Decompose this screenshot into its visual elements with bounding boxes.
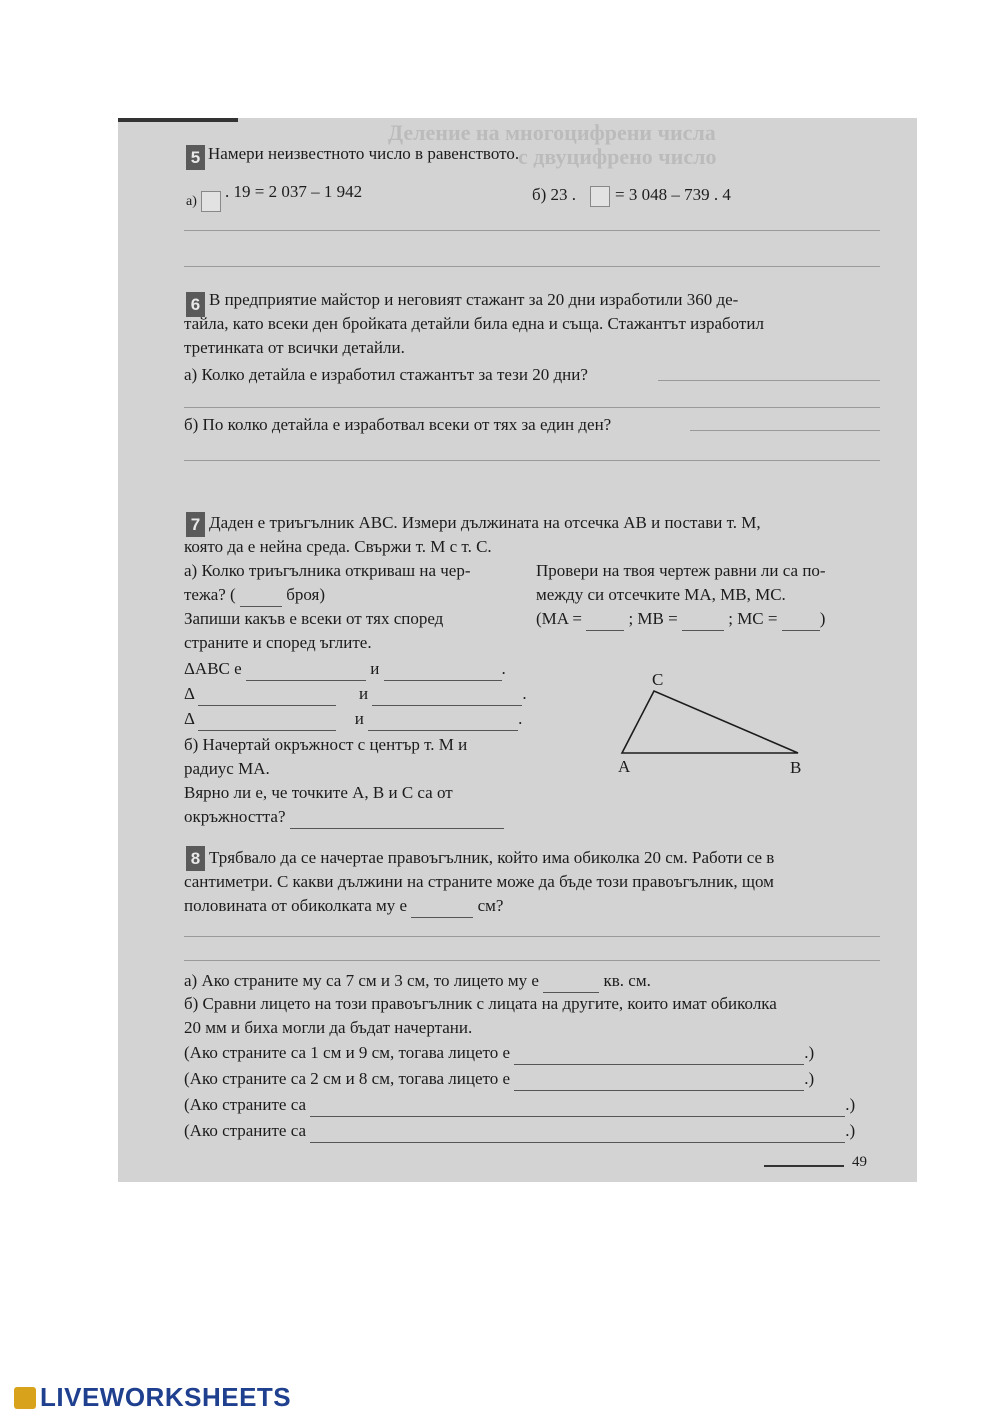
area-answer-blank[interactable] bbox=[310, 1094, 845, 1117]
worksheet-page bbox=[118, 118, 917, 1182]
period: . bbox=[501, 659, 506, 678]
mb-blank[interactable] bbox=[682, 608, 724, 631]
task-8-line: Трябвало да се начертае правоъгълник, който има обиколка 20 см. Работи се в bbox=[209, 848, 775, 867]
task-8-line3-prefix: половината от обиколката му е bbox=[184, 896, 408, 915]
mc-label: ; MC = bbox=[728, 609, 778, 628]
answer-blank[interactable] bbox=[290, 806, 504, 829]
footer-rule bbox=[764, 1165, 844, 1167]
task-7-a-line: а) Колко триъгълника откриваш на чер- bbox=[184, 561, 471, 580]
answer-line[interactable] bbox=[184, 230, 880, 231]
task-6-question-b: б) По колко детайла е изработвал всеки от тях за един ден? bbox=[184, 415, 612, 434]
task-8-question-a bbox=[184, 970, 651, 993]
segments-row bbox=[536, 608, 825, 631]
mb-label: ; MB = bbox=[628, 609, 678, 628]
task-7-a-prefix: тежа? ( bbox=[184, 585, 236, 604]
task-number-badge: 8 bbox=[186, 846, 205, 871]
task-7-b-line: Вярно ли е, че точките A, B и C са от bbox=[184, 783, 453, 802]
task-7-b-question: окръжността? bbox=[184, 807, 286, 826]
and-word: и bbox=[370, 659, 380, 678]
area-row bbox=[184, 1068, 814, 1091]
task-8-a-suffix: кв. см. bbox=[603, 971, 651, 990]
area-row-text: (Ако страните са 2 см и 8 см, тогава лицето е bbox=[184, 1069, 511, 1088]
answer-line[interactable] bbox=[184, 266, 880, 267]
bleed-through-text: Деление на многоцифрени числа bbox=[388, 120, 716, 145]
triangle-name-blank[interactable] bbox=[198, 683, 336, 706]
area-answer-blank[interactable] bbox=[514, 1068, 804, 1091]
task-7-b-line: б) Начертай окръжност с център т. M и bbox=[184, 735, 468, 754]
task-8-line: сантиметри. С какви дължини на страните може да бъде този правоъгълник, щом bbox=[184, 872, 774, 891]
triangle-type-blank[interactable] bbox=[246, 658, 366, 681]
task-8-question-b: б) Сравни лицето на този правоъгълник с лицата на другите, които имат обиколка bbox=[184, 994, 777, 1013]
close-paren: ) bbox=[819, 609, 826, 628]
task-6-line: В предприятие майстор и неговият стажант за 20 дни изработили 360 де- bbox=[209, 290, 739, 309]
ma-blank[interactable] bbox=[586, 608, 624, 631]
triangle-row bbox=[184, 708, 522, 731]
task-8-question-b: 20 мм и биха могли да бъдат начертани. bbox=[184, 1018, 473, 1037]
answer-line[interactable] bbox=[184, 960, 880, 961]
task-7-line: Даден е триъгълник ABC. Измери дължината на отсечка AB и постави т. M, bbox=[209, 513, 761, 532]
answer-line[interactable] bbox=[184, 407, 880, 408]
task-5-b-label: б) 23 . bbox=[532, 185, 577, 204]
task-6-question-a: а) Колко детайла е изработил стажантът за тези 20 дни? bbox=[184, 365, 588, 384]
task-6-line: третинката от всички детайли. bbox=[184, 338, 405, 357]
task-8-line3-suffix: см? bbox=[477, 896, 504, 915]
half-perimeter-blank[interactable] bbox=[411, 895, 473, 918]
task-7-a-suffix: броя) bbox=[286, 585, 326, 604]
task-number-badge: 6 bbox=[186, 292, 205, 317]
task-7-b-line bbox=[184, 806, 504, 829]
triangle-type-blank[interactable] bbox=[384, 658, 502, 681]
triangle-name-blank[interactable] bbox=[198, 708, 336, 731]
task-7-write-line: Запиши какъв е всеки от тях според bbox=[184, 609, 444, 628]
period: . bbox=[522, 684, 527, 703]
triangle-row bbox=[184, 658, 506, 681]
area-blank[interactable] bbox=[543, 970, 599, 993]
count-blank[interactable] bbox=[240, 584, 282, 607]
area-row bbox=[184, 1120, 855, 1143]
brand-icon bbox=[14, 1387, 36, 1409]
vertex-c-label: C bbox=[652, 670, 664, 689]
answer-line[interactable] bbox=[184, 460, 880, 461]
task-6-line: тайла, като всеки ден бройката детайли била една и съща. Стажантът изработил bbox=[184, 314, 764, 333]
answer-line[interactable] bbox=[184, 936, 880, 937]
area-answer-blank[interactable] bbox=[514, 1042, 804, 1065]
task-7-a-line bbox=[184, 584, 325, 607]
brand-text: LIVEWORKSHEETS bbox=[40, 1382, 292, 1412]
triangle-type-blank[interactable] bbox=[372, 683, 522, 706]
triangle-abc-label: ΔABC е bbox=[184, 659, 242, 678]
vertex-b-label: B bbox=[790, 758, 802, 776]
area-answer-blank[interactable] bbox=[310, 1120, 845, 1143]
area-row bbox=[184, 1094, 855, 1117]
liveworksheets-logo[interactable] bbox=[14, 1382, 291, 1413]
task-5-b-equation: = 3 048 – 739 . 4 bbox=[615, 185, 731, 204]
period: . bbox=[518, 709, 523, 728]
area-row-close: .) bbox=[804, 1043, 815, 1062]
area-row bbox=[184, 1042, 814, 1065]
area-row-text: (Ако страните са bbox=[184, 1121, 307, 1140]
area-row-close: .) bbox=[845, 1121, 856, 1140]
answer-line[interactable] bbox=[658, 380, 880, 381]
triangle-row bbox=[184, 683, 527, 706]
task-8-a-prefix: а) Ако страните му са 7 см и 3 см, то лицето му е bbox=[184, 971, 539, 990]
task-5-a-equation: . 19 = 2 037 – 1 942 bbox=[225, 182, 363, 201]
task-5-a-label: а) bbox=[186, 194, 197, 209]
task-7-line: която да е нейна среда. Свържи т. M с т. C. bbox=[184, 537, 492, 556]
triangle-abc-diagram bbox=[608, 666, 818, 776]
task-number-badge: 5 bbox=[186, 145, 205, 170]
task-7-b-line: радиус MA. bbox=[184, 759, 270, 778]
area-row-text: (Ако страните са 1 см и 9 см, тогава лицето е bbox=[184, 1043, 511, 1062]
answer-box[interactable] bbox=[201, 191, 221, 213]
area-row-close: .) bbox=[845, 1095, 856, 1114]
task-7-right-line: Провери на твоя чертеж равни ли са по- bbox=[536, 561, 826, 580]
top-rule bbox=[118, 118, 238, 122]
triangle-symbol: Δ bbox=[184, 684, 194, 703]
and-word: и bbox=[359, 684, 369, 703]
task-7-write-line: страните и според ъглите. bbox=[184, 633, 372, 652]
triangle-abc bbox=[622, 691, 798, 753]
area-row-text: (Ако страните са bbox=[184, 1095, 307, 1114]
triangle-symbol: Δ bbox=[184, 709, 194, 728]
task-8-line bbox=[184, 895, 503, 918]
page-number: 49 bbox=[852, 1154, 867, 1170]
task-5-text: Намери неизвестното число в равенството. bbox=[208, 144, 520, 163]
bleed-through-text: с двуцифрено число bbox=[518, 144, 717, 169]
task-7-right-line: между си отсечките MA, MB, MC. bbox=[536, 585, 786, 604]
area-row-close: .) bbox=[804, 1069, 815, 1088]
answer-line[interactable] bbox=[690, 430, 880, 431]
task-number-badge: 7 bbox=[186, 512, 205, 537]
mc-blank[interactable] bbox=[782, 608, 820, 631]
vertex-a-label: A bbox=[618, 757, 631, 776]
ma-label: (MA = bbox=[536, 609, 582, 628]
answer-box[interactable] bbox=[590, 186, 610, 208]
and-word: и bbox=[354, 709, 364, 728]
triangle-type-blank[interactable] bbox=[368, 708, 518, 731]
